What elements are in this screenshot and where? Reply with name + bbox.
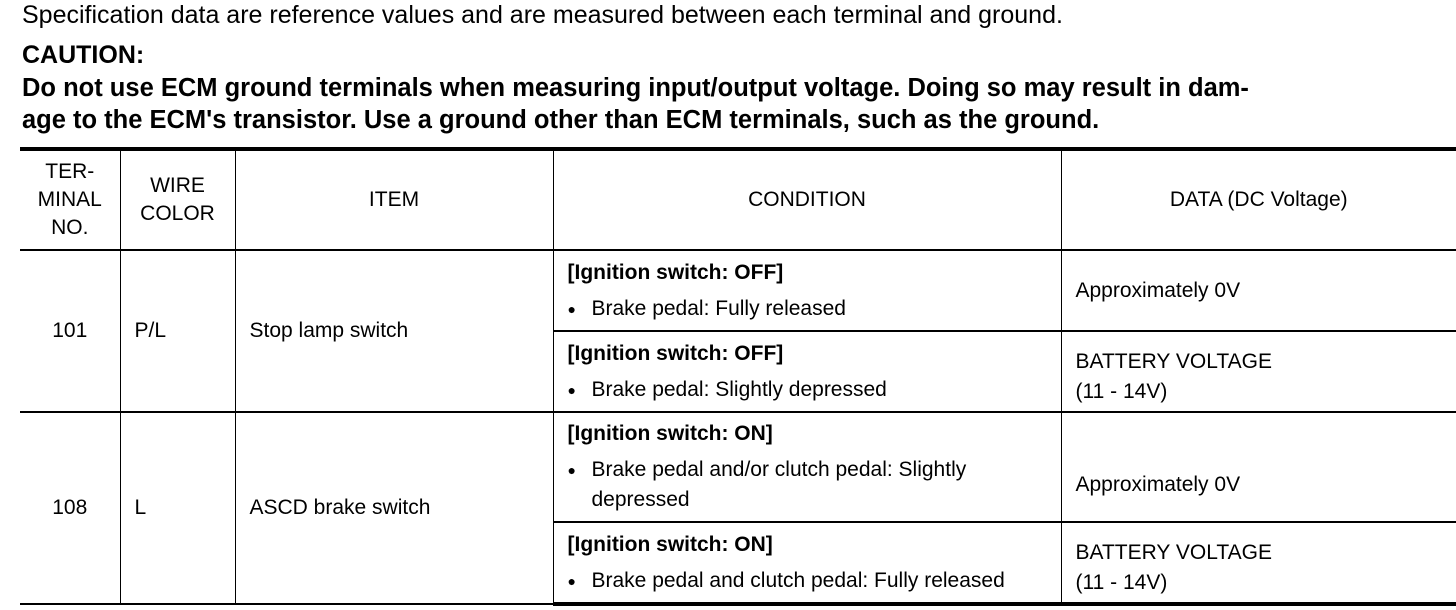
bullet-icon: ● (567, 300, 576, 317)
wire-color: L (120, 412, 235, 604)
header-wire-color: WIRE COLOR (120, 149, 235, 250)
data-cell (1061, 331, 1456, 412)
condition-heading: [Ignition switch: ON] (567, 422, 773, 445)
table-row (20, 250, 1456, 331)
data-value: BATTERY VOLTAGE (11 - 14V) (1075, 349, 1272, 403)
condition-detail: Brake pedal and clutch pedal: Fully released (591, 568, 1005, 592)
bullet-icon: ● (567, 381, 576, 398)
caution-line-2: age to the ECM's transistor. Use a ground other than ECM terminals, such as the ground. (22, 105, 1100, 134)
bullet-icon: ● (567, 462, 576, 478)
item-name: ASCD brake switch (235, 412, 553, 604)
condition-heading: [Ignition switch: ON] (567, 532, 773, 556)
wire-color: P/L (120, 250, 235, 412)
table-row (20, 412, 1456, 522)
condition-cell (553, 522, 1061, 604)
caution-title: CAUTION: (22, 41, 145, 69)
data-value: Approximately 0V (1075, 473, 1241, 496)
condition-heading: [Ignition switch: OFF] (567, 341, 784, 365)
caution-line-1: Do not use ECM ground terminals when measuring input/output voltage. Doing so may result in dam- (22, 74, 1249, 102)
condition-detail: Brake pedal and/or clutch pedal: Slightly depressed (591, 458, 967, 511)
header-item: ITEM (235, 149, 553, 250)
item-name: Stop lamp switch (235, 250, 553, 412)
table-header-row (20, 149, 1456, 250)
condition-detail: Brake pedal: Fully released (591, 296, 846, 320)
data-cell (1061, 250, 1456, 331)
data-cell (1061, 522, 1456, 604)
data-value: Approximately 0V (1075, 278, 1241, 302)
terminal-spec-table (20, 147, 1456, 606)
terminal-number: 101 (20, 250, 120, 412)
data-value: BATTERY VOLTAGE (11 - 14V) (1075, 540, 1272, 594)
condition-cell (553, 331, 1061, 412)
header-terminal-no: TER- MINAL NO. (20, 149, 120, 250)
terminal-number: 108 (20, 412, 120, 604)
intro-text: Specification data are reference values and are measured between each terminal and ground. (22, 1, 1063, 29)
caution-body (22, 73, 1432, 136)
condition-heading: [Ignition switch: OFF] (567, 260, 784, 284)
condition-cell (553, 412, 1061, 522)
condition-detail: Brake pedal: Slightly depressed (591, 377, 887, 401)
header-condition: CONDITION (553, 149, 1061, 250)
header-data: DATA (DC Voltage) (1061, 149, 1456, 250)
condition-cell (553, 250, 1061, 331)
bullet-icon: ● (567, 572, 576, 589)
data-cell (1061, 412, 1456, 522)
